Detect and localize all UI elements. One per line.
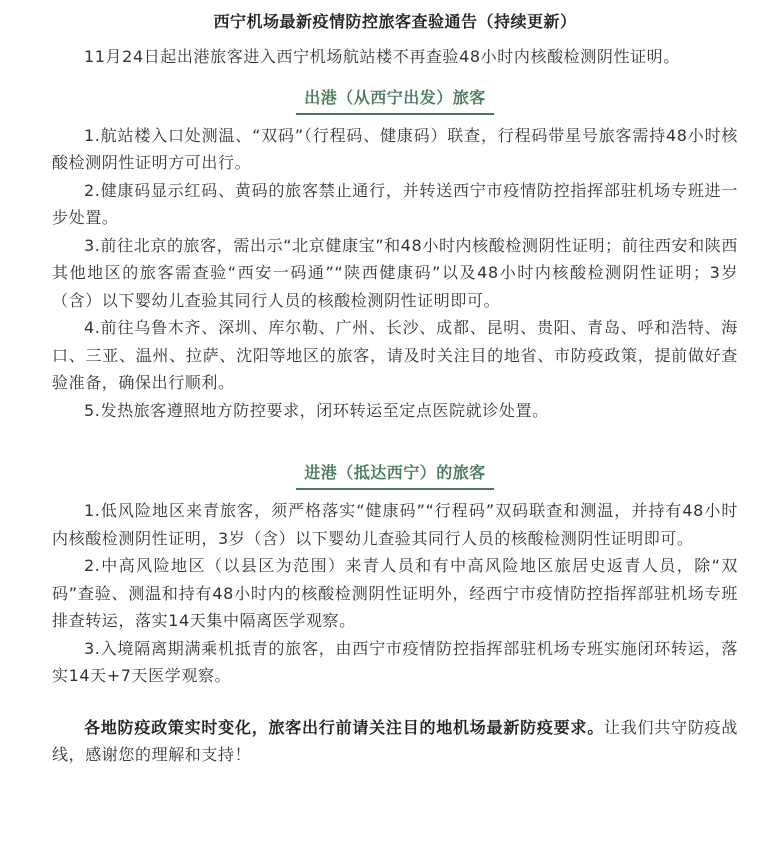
departure-item-1: 1.航站楼入口处测温、“双码”（行程码、健康码）联查，行程码带星号旅客需持48小时核酸检测阴性证明方可出行。 xyxy=(52,125,738,172)
departure-item-3: 3.前往北京的旅客，需出示“北京健康宝”和48小时内核酸检测阴性证明；前往西安和陕西其他地区的旅客需查验“西安一码通”“陕西健康码”以及48小时内核酸检测阴性证明；3岁（含）以下婴幼儿查验其同行人员的核酸检测阴性证明即可。 xyxy=(52,235,738,310)
departure-item-5: 5.发热旅客遵照地方防控要求，闭环转运至定点医院就诊处置。 xyxy=(84,400,549,420)
arrival-heading: 进港（抵达西宁）的旅客 xyxy=(296,460,494,490)
arrival-item-1: 1.低风险地区来青旅客，须严格落实“健康码”“行程码”双码联查和测温，并持有48小时内核酸检测阴性证明，3岁（含）以下婴幼儿查验其同行人员的核酸检测阴性证明即可。 xyxy=(52,501,738,548)
closing-paragraph xyxy=(52,714,738,769)
page-title: 西宁机场最新疫情防控旅客查验通告（持续更新） xyxy=(213,12,577,31)
departure-section-header xyxy=(52,85,738,115)
arrival-item-2: 2.中高风险地区（以县区为范围）来青人员和有中高风险地区旅居史返青人员，除“双码”查验、测温和持有48小时内的核酸检测阴性证明外，经西宁市疫情防控指挥部驻机场专班排查转运，落实14天集中隔离医学观察。 xyxy=(52,556,738,630)
closing-normal-text: 让我们共守防疫战线，感谢您的理解和支持！ xyxy=(52,717,738,764)
closing-bold-text: 各地防疫政策实时变化，旅客出行前请关注目的地机场最新防疫要求。 xyxy=(84,717,604,737)
intro-paragraph: 11月24日起出港旅客进入西宁机场航站楼不再查验48小时内核酸检测阴性证明。 xyxy=(84,47,680,66)
departure-item-4: 4.前往乌鲁木齐、深圳、库尔勒、广州、长沙、成都、昆明、贵阳、青岛、呼和浩特、海口、三亚、温州、拉萨、沈阳等地区的旅客，请及时关注目的地省、市防疫政策，提前做好查验准备，确保出行顺利。 xyxy=(52,318,738,392)
departure-heading: 出港（从西宁出发）旅客 xyxy=(296,85,494,115)
departure-item-2: 2.健康码显示红码、黄码的旅客禁止通行，并转送西宁市疫情防控指挥部驻机场专班进一步处置。 xyxy=(52,180,738,227)
arrival-item-3: 3.入境隔离期满乘机抵青的旅客，由西宁市疫情防控指挥部驻机场专班实施闭环转运，落实14天+7天医学观察。 xyxy=(52,638,738,685)
spacer xyxy=(52,690,738,714)
arrival-section-header xyxy=(52,460,738,490)
